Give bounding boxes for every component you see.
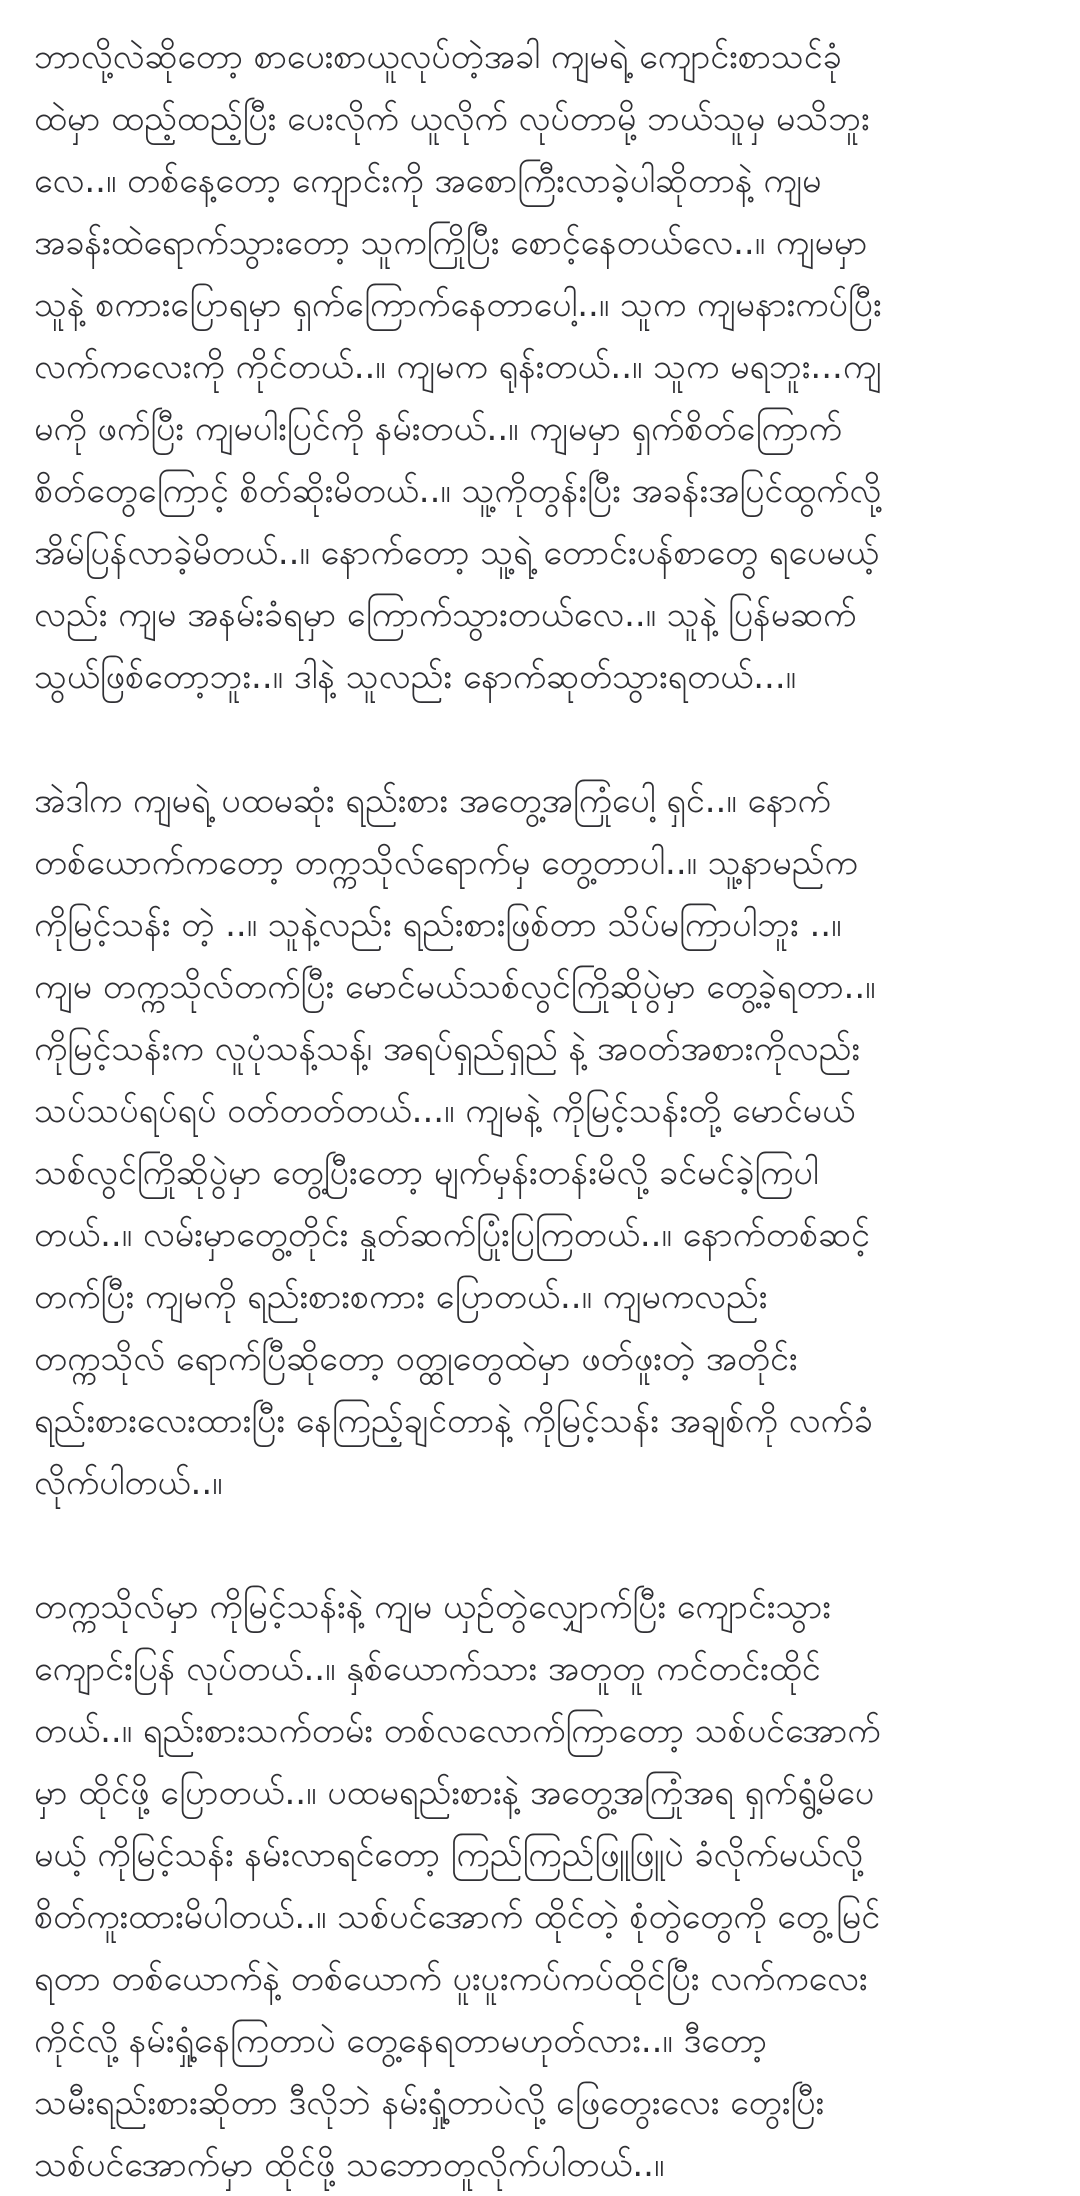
text-line: လိုက်ပါတယ်..။ bbox=[34, 1463, 223, 1503]
text-line: တက္ကသိုလ် ရောက်ပြီဆိုတော့ ဝတ္ထုတွေထဲမှာ ဖတ်ဖူးတဲ့ အတိုင်း bbox=[34, 1339, 798, 1379]
text-line: ရတာ တစ်ယောက်နဲ့ တစ်ယောက် ပူးပူးကပ်ကပ်ထိုင်ပြီး လက်ကလေး bbox=[34, 1959, 868, 1999]
text-line: လေ..။ တစ်နေ့တော့ ကျောင်းကို အစောကြီးလာခဲ့ပါဆိုတာနဲ့ ကျမ bbox=[34, 161, 822, 201]
text-line: ကျမ တက္ကသိုလ်တက်ပြီး မောင်မယ်သစ်လွင်ကြိုဆိုပွဲမှာ တွေ့ခဲ့ရတာ..။ bbox=[34, 967, 876, 1007]
text-line: ဘာလို့လဲဆိုတော့ စာပေးစာယူလုပ်တဲ့အခါ ကျမရဲ့ ကျောင်းစာသင်ခုံ bbox=[34, 37, 842, 77]
text-line: မှာ ထိုင်ဖို့ ပြောတယ်..။ ပထမရည်းစားနဲ့ အတွေ့အကြုံအရ ရှက်ရွံ့မိပေ bbox=[34, 1773, 875, 1813]
text-line: ထဲမှာ ထည့်ထည့်ပြီး ပေးလိုက် ယူလိုက် လုပ်တာမို့ ဘယ်သူမှ မသိဘူး bbox=[34, 99, 870, 139]
text-line: ကိုမြင့်သန်း တဲ့ ..။ သူနဲ့လည်း ရည်းစားဖြစ်တာ သိပ်မကြာပါဘူး ..။ bbox=[34, 905, 842, 945]
text-line: သမီးရည်းစားဆိုတာ ဒီလိုဘဲ နမ်းရှုံ့တာပဲလို့ ဖြေတွေးလေး တွေးပြီး bbox=[34, 2083, 825, 2123]
text-line: သစ်ပင်အောက်မှာ ထိုင်ဖို့ သဘောတူလိုက်ပါတယ်..။ bbox=[34, 2145, 665, 2185]
text-line: တစ်ယောက်ကတော့ တက္ကသိုလ်ရောက်မှ တွေ့တာပါ..။ သူ့နာမည်က bbox=[34, 843, 858, 883]
text-line: ကျောင်းပြန် လုပ်တယ်..။ နှစ်ယောက်သား အတူတူ ကင်တင်းထိုင် bbox=[34, 1649, 821, 1689]
text-line: သူနဲ့ စကားပြောရမှာ ရှက်ကြောက်နေတာပေါ့..။ သူက ကျမနားကပ်ပြီး bbox=[34, 285, 882, 325]
text-line: အဲဒါက ကျမရဲ့ ပထမဆုံး ရည်းစား အတွေ့အကြုံပေါ့ ရှင်..။ နောက် bbox=[34, 781, 831, 821]
text-line: တယ်..။ ရည်းစားသက်တမ်း တစ်လလောက်ကြာတော့ သစ်ပင်အောက် bbox=[34, 1711, 881, 1751]
text-line: သစ်လွင်ကြိုဆိုပွဲမှာ တွေ့ပြီးတော့ မျက်မှန်းတန်းမိလို့ ခင်မင်ခဲ့ကြပါ bbox=[34, 1153, 819, 1193]
text-line: မကို ဖက်ပြီး ကျမပါးပြင်ကို နမ်းတယ်..။ ကျမမှာ ရှက်စိတ်ကြောက် bbox=[34, 409, 842, 449]
text-line: အိမ်ပြန်လာခဲ့မိတယ်..။ နောက်တော့ သူ့ရဲ့ တောင်းပန်စာတွေ ရပေမယ့် bbox=[34, 533, 879, 573]
text-line: တက်ပြီး ကျမကို ရည်းစားစကား ပြောတယ်..။ ကျမကလည်း bbox=[34, 1277, 768, 1317]
paragraph-1 bbox=[34, 26, 1046, 708]
text-line: သပ်သပ်ရပ်ရပ် ဝတ်တတ်တယ်...။ ကျမနဲ့ ကိုမြင့်သန်းတို့ မောင်မယ် bbox=[34, 1091, 856, 1131]
text-line: ကိုင်လို့ နမ်းရှုံ့နေကြတာပဲ တွေ့နေရတာမဟုတ်လား..။ ဒီတော့ bbox=[34, 2021, 767, 2061]
text-line: လက်ကလေးကို ကိုင်တယ်..။ ကျမက ရုန်းတယ်..။ သူက မရဘူး...ကျ bbox=[34, 347, 882, 387]
text-line: အခန်းထဲရောက်သွားတော့ သူကကြိုပြီး စောင့်နေတယ်လေ..။ ကျမမှာ bbox=[34, 223, 868, 263]
text-line: မယ့် ကိုမြင့်သန်း နမ်းလာရင်တော့ ကြည်ကြည်ဖြူဖြူပဲ ခံလိုက်မယ်လို့ bbox=[34, 1835, 863, 1875]
text-line: စိတ်ကူးထားမိပါတယ်..။ သစ်ပင်အောက် ထိုင်တဲ့ စုံတွဲတွေကို တွေ့မြင် bbox=[34, 1897, 881, 1937]
text-line: တယ်..။ လမ်းမှာတွေ့တိုင်း နှုတ်ဆက်ပြုံးပြကြတယ်..။ နောက်တစ်ဆင့် bbox=[34, 1215, 870, 1255]
text-line: ကိုမြင့်သန်းက လူပုံသန့်သန့်၊ အရပ်ရှည်ရှည် နဲ့ အဝတ်အစားကိုလည်း bbox=[34, 1029, 860, 1069]
text-line: တက္ကသိုလ်မှာ ကိုမြင့်သန်းနဲ့ ကျမ ယှဉ်တွဲလျှောက်ပြီး ကျောင်းသွား bbox=[34, 1587, 831, 1627]
text-line: ရည်းစားလေးထားပြီး နေကြည့်ချင်တာနဲ့ ကိုမြင့်သန်း အချစ်ကို လက်ခံ bbox=[34, 1401, 873, 1441]
paragraph-3 bbox=[34, 1576, 1046, 2196]
paragraph-2 bbox=[34, 770, 1046, 1514]
text-line: လည်း ကျမ အနမ်းခံရမှာ ကြောက်သွားတယ်လေ..။ သူနဲ့ ပြန်မဆက် bbox=[34, 595, 857, 635]
text-line: သွယ်ဖြစ်တော့ဘူး..။ ဒါနဲ့ သူလည်း နောက်ဆုတ်သွားရတယ်...။ bbox=[34, 657, 796, 697]
text-line: စိတ်တွေကြောင့် စိတ်ဆိုးမိတယ်..။ သူ့ကိုတွန်းပြီး အခန်းအပြင်ထွက်လို့ bbox=[34, 471, 882, 511]
